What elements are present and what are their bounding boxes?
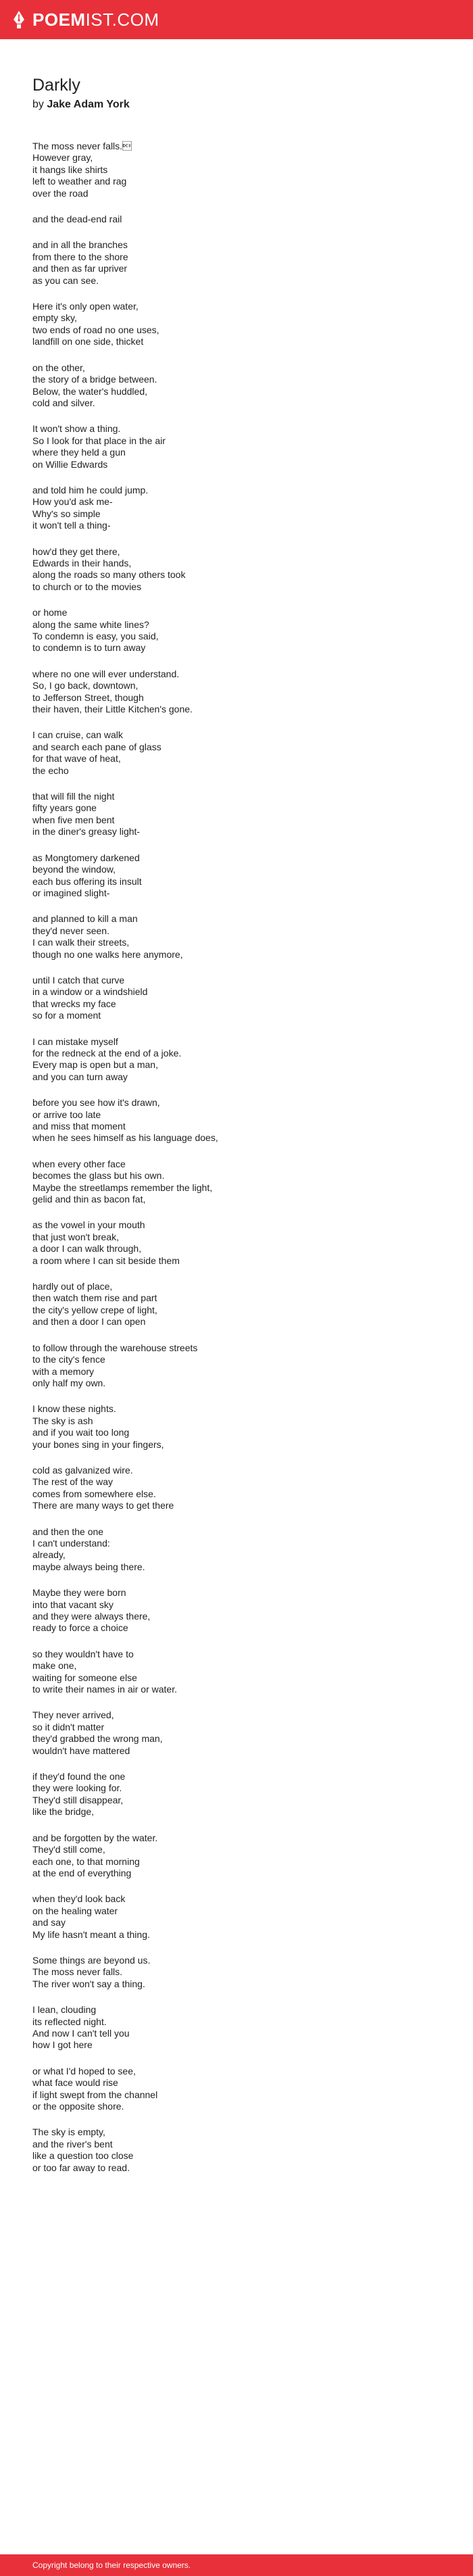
poem-body [32,141,451,2174]
poem-line: I can mistake myself [32,1036,118,1047]
poem-stanza [32,301,451,348]
poem-line: so they wouldn't have to [32,1648,134,1659]
logo-text [32,9,159,30]
poem-line: The moss never falls. [32,1966,123,1978]
poem-line: and then the one [32,1526,104,1537]
poem-line: The rest of the way [32,1476,114,1488]
poem-line: or home [32,607,68,618]
poem-line: the city's yellow crepe of light, [32,1304,157,1315]
poem-line: Why's so simple [32,508,101,519]
poem-line: when they'd look back [32,1893,126,1905]
poem-line: fifty years gone [32,802,97,814]
poem-line: along the roads so many others took [32,569,186,581]
site-logo[interactable] [12,9,159,30]
pen-nib-icon [12,10,26,29]
poem-line: and they were always there, [32,1611,151,1622]
poem-line: and the river's bent [32,2138,113,2149]
poem-stanza [32,1649,451,1696]
poem-line: cold as galvanized wire. [32,1464,133,1476]
poem-stanza [32,607,451,654]
poem-stanza [32,1587,451,1634]
poem-line: to follow through the warehouse streets [32,1342,198,1353]
poem-line: two ends of road no one uses, [32,324,159,335]
poem-line: waiting for someone else [32,1672,137,1683]
poem-line: from there to the shore [32,251,128,262]
poem-line: landfill on one side, thicket [32,336,144,347]
logo-light: IST.COM [85,9,159,30]
site-footer [0,2554,473,2576]
poem-stanza [32,1219,451,1267]
poem-line: so it didn't matter [32,1721,105,1732]
poem-stanza [32,1036,451,1084]
poem-line: wouldn't have mattered [32,1745,130,1756]
poem-line: I know these nights. [32,1403,116,1415]
poem-line: They'd still disappear, [32,1794,124,1805]
poem-line: each bus offering its insult [32,875,142,887]
poem-line: to the city's fence [32,1354,105,1365]
poem-stanza [32,975,451,1022]
poem-line: it hangs like shirts [32,164,108,175]
poem-line: and in all the branches [32,239,128,251]
poem-line: over the road [32,187,89,199]
poem-line: I can cruise, can walk [32,729,123,741]
poem-line: the story of a bridge between. [32,374,157,385]
poem-line: on the other, [32,362,85,373]
poem-line: in a window or a windshield [32,986,148,998]
poem-line: its reflected night. [32,2016,107,2027]
poem-stanza [32,423,451,470]
poem-line: when five men bent [32,814,115,825]
poem-line: Every map is open but a man, [32,1059,158,1071]
poem-line: Maybe the streetlamps remember the light, [32,1182,213,1193]
poem-line: that just won't break, [32,1231,119,1242]
poem-stanza [32,1955,451,1990]
poem-line: along the same white lines? [32,618,149,630]
poem-line: they were looking for. [32,1782,122,1794]
poem-line: that will fill the night [32,791,115,802]
poem-content [32,74,451,2188]
poem-line: to church or to the movies [32,581,142,592]
poem-stanza [32,669,451,716]
poem-line: a room where I can sit beside them [32,1255,180,1266]
poem-stanza [32,239,451,287]
poem-line: cold and silver. [32,397,95,408]
poem-line: and search each pane of glass [32,741,161,752]
poem-byline [32,97,451,112]
poem-line: how'd they get there, [32,545,120,557]
poem-line: if they'd found the one [32,1771,126,1782]
poem-stanza [32,2127,451,2174]
poem-line: on the healing water [32,1905,118,1916]
poem-line: hardly out of place, [32,1281,113,1292]
poem-line: They never arrived, [32,1709,114,1721]
poem-line: in the diner's greasy light- [32,826,141,837]
poem-stanza [32,1159,451,1206]
poem-stanza [32,1832,451,1880]
poem-stanza [32,2066,451,2113]
poem-line: So, I go back, downtown, [32,680,139,691]
poem-author[interactable]: Jake Adam York [47,99,130,110]
poem-line: if light swept from the channel [32,2089,158,2100]
poem-line: and you can turn away [32,1071,128,1082]
poem-stanza [32,1709,451,1757]
poem-line: a door I can walk through, [32,1243,142,1255]
poem-line: The moss never falls. [32,141,132,151]
poem-line: and told him he could jump. [32,484,149,495]
poem-stanza [32,729,451,777]
poem-line: then watch them rise and part [32,1292,157,1304]
poem-stanza [32,1281,451,1328]
poem-line: ready to force a choice [32,1622,128,1634]
copyright-text: Copyright belong to their respective owners. [32,2560,191,2570]
poem-stanza [32,2004,451,2051]
poem-line: though no one walks here anymore, [32,948,183,960]
poem-line: The sky is ash [32,1415,93,1426]
poem-line: before you see how it's drawn, [32,1097,160,1109]
poem-stanza [32,913,451,961]
poem-line: and then as far upriver [32,263,128,274]
poem-line: for the redneck at the end of a joke. [32,1047,182,1059]
poem-stanza [32,1893,451,1941]
poem-line: or what I'd hoped to see, [32,2065,136,2076]
poem-stanza [32,1771,451,1818]
site-header [0,0,473,39]
poem-line: your bones sing in your fingers, [32,1438,164,1450]
poem-line: empty sky, [32,312,77,324]
poem-line: each one, to that morning [32,1855,140,1867]
poem-line: make one, [32,1660,77,1672]
poem-line: And now I can't tell you [32,2027,130,2039]
poem-line: into that vacant sky [32,1599,114,1610]
poem-line: Here it's only open water, [32,301,139,312]
poem-line: that wrecks my face [32,998,116,1009]
poem-stanza [32,1403,451,1451]
poem-stanza [32,141,451,199]
poem-line: only half my own. [32,1377,106,1388]
poem-line: with a memory [32,1365,95,1377]
poem-line: on Willie Edwards [32,458,108,470]
poem-stanza [32,1097,451,1144]
poem-line: However gray, [32,152,93,164]
poem-line: or arrive too late [32,1109,101,1120]
poem-stanza [32,1465,451,1512]
poem-line: until I catch that curve [32,974,125,986]
poem-line: as the vowel in your mouth [32,1219,145,1231]
poem-stanza [32,791,451,838]
poem-line: like a question too close [32,2150,134,2162]
poem-line: or the opposite shore. [32,2101,124,2112]
poem-line: how I got here [32,2039,93,2051]
poem-line: So I look for that place in the air [32,435,166,446]
poem-line: There are many ways to get there [32,1500,174,1511]
poem-line: The river won't say a thing. [32,1978,145,1989]
poem-line: comes from somewhere else. [32,1488,156,1499]
poem-line: when every other face [32,1158,126,1169]
poem-line: to condemn is to turn away [32,642,146,654]
poem-line: Some things are beyond us. [32,1954,151,1966]
poem-line: their haven, their Little Kitchen's gone. [32,704,193,715]
poem-line: and the dead-end rail [32,214,122,225]
poem-line: and if you wait too long [32,1427,130,1438]
poem-line: it won't tell a thing- [32,520,111,531]
poem-line: and say [32,1917,66,1928]
poem-line: beyond the window, [32,864,116,875]
poem-line: at the end of everything [32,1867,132,1878]
poem-line: what face would rise [32,2077,118,2089]
poem-line: My life hasn't meant a thing. [32,1928,150,1940]
poem-line: maybe always being there. [32,1561,145,1572]
poem-line: becomes the glass but his own. [32,1170,165,1182]
poem-line: already, [32,1549,66,1561]
poem-line: and be forgotten by the water. [32,1832,158,1843]
poem-stanza [32,852,451,900]
poem-line: I can walk their streets, [32,937,130,948]
poem-line: where they held a gun [32,447,126,458]
by-label: by [32,99,44,110]
poem-line: and then a door I can open [32,1316,146,1328]
poem-line: I lean, clouding [32,2004,97,2016]
poem-line: for that wave of heat, [32,753,121,764]
logo-bold: POEM [32,9,86,30]
poem-title: Darkly [32,76,80,95]
poem-line: or imagined slight- [32,887,110,898]
poem-line: Below, the water's huddled, [32,385,148,397]
poem-stanza [32,214,451,225]
poem-line: left to weather and rag [32,176,127,187]
poem-line: or too far away to read. [32,2162,130,2173]
poem-line: gelid and thin as bacon fat, [32,1194,146,1205]
poem-stanza [32,546,451,593]
poem-line: They'd still come, [32,1844,105,1855]
poem-line: they'd never seen. [32,925,109,936]
poem-line: to write their names in air or water. [32,1684,177,1695]
poem-line: when he sees himself as his language does, [32,1132,218,1144]
poem-line: to Jefferson Street, though [32,691,144,703]
poem-stanza [32,485,451,532]
poem-line: It won't show a thing. [32,423,121,435]
poem-line: I can't understand: [32,1537,110,1549]
poem-stanza [32,1342,451,1390]
poem-line: Maybe they were born [32,1587,126,1599]
poem-stanza [32,1526,451,1574]
poem-stanza [32,362,451,410]
poem-line: so for a moment [32,1010,101,1021]
poem-line: How you'd ask me- [32,496,113,508]
poem-line: To condemn is easy, you said, [32,631,159,641]
poem-line: like the bridge, [32,1806,95,1818]
poem-line: Edwards in their hands, [32,557,132,568]
poem-line: where no one will ever understand. [32,668,180,679]
poem-line: The sky is empty, [32,2127,105,2138]
poem-line: and planned to kill a man [32,913,138,925]
poem-line: as Mongtomery darkened [32,852,140,863]
poem-line: and miss that moment [32,1121,126,1132]
poem-line: the echo [32,764,69,776]
poem-line: they'd grabbed the wrong man, [32,1733,163,1745]
poem-line: as you can see. [32,274,99,286]
